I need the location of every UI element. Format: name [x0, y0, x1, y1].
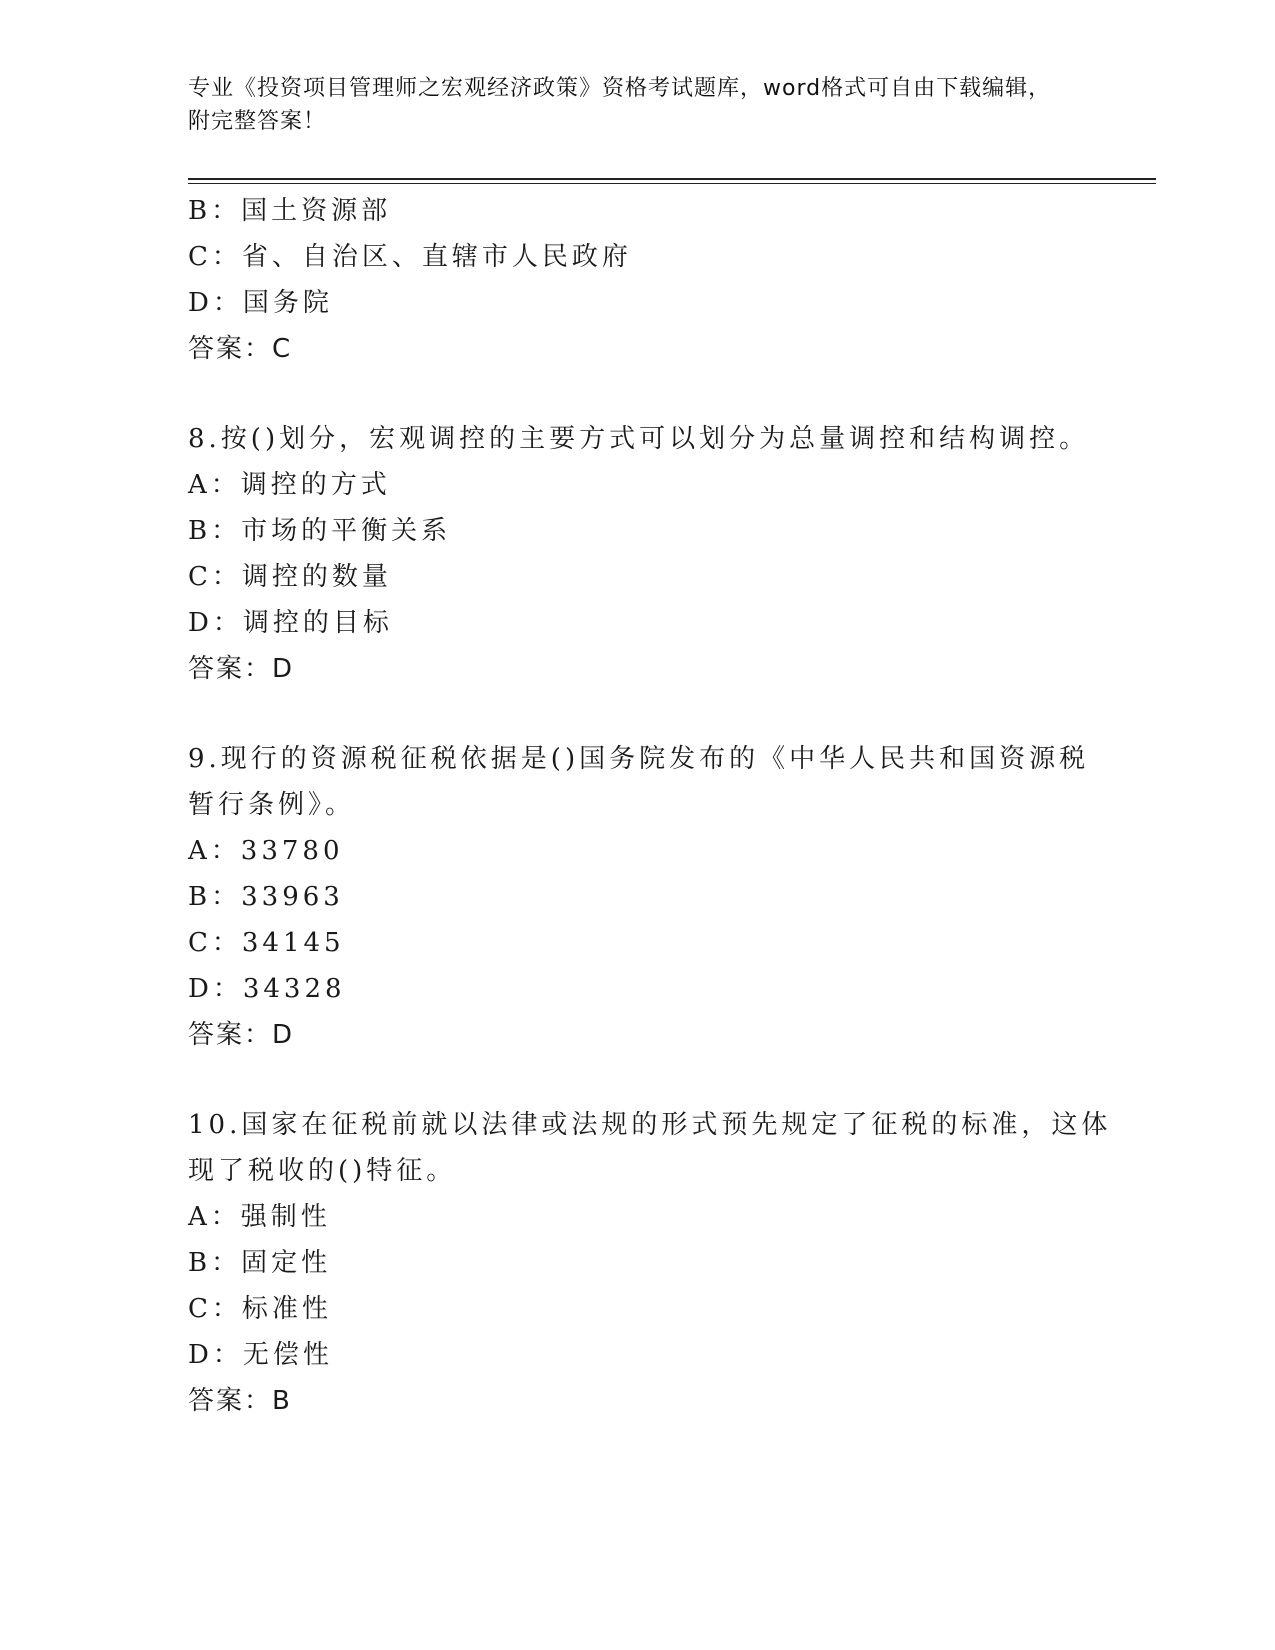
option-c: C：标准性 — [188, 1294, 332, 1324]
option-d: D：国务院 — [188, 288, 333, 318]
header-divider-thin — [188, 183, 1156, 184]
option-a: A：33780 — [188, 836, 344, 866]
spacer — [188, 692, 1088, 736]
header-divider-thick — [188, 178, 1156, 180]
option-d: D：34328 — [188, 974, 346, 1004]
answer-line: 答案：D — [188, 1020, 295, 1050]
answer-line: 答案：B — [188, 1386, 292, 1416]
option-b: B：国土资源部 — [188, 196, 392, 226]
spacer — [188, 372, 1088, 416]
question-text: 8.按()划分，宏观调控的主要方式可以划分为总量调控和结构调控。 — [188, 424, 1090, 454]
option-b: B：固定性 — [188, 1248, 332, 1278]
question-9 — [188, 736, 1088, 1058]
question-text-line-1: 10.国家在征税前就以法律或法规的形式预先规定了征税的标准，这体 — [188, 1110, 1112, 1140]
option-a: A：调控的方式 — [188, 470, 391, 500]
question-text-line-2: 暂行条例》。 — [188, 790, 356, 820]
answer-line: 答案：D — [188, 654, 295, 684]
question-text-line-1: 9.现行的资源税征税依据是()国务院发布的《中华人民共和国资源税 — [188, 744, 1090, 774]
question-8 — [188, 416, 1088, 692]
option-d: D：无偿性 — [188, 1340, 333, 1370]
document-header — [188, 72, 1068, 138]
option-a: A：强制性 — [188, 1202, 331, 1232]
option-c: C：省、自治区、直辖市人民政府 — [188, 242, 632, 272]
spacer — [188, 1058, 1088, 1102]
question-text-line-2: 现了税收的()特征。 — [188, 1156, 457, 1186]
option-d: D：调控的目标 — [188, 608, 393, 638]
question-10 — [188, 1102, 1112, 1424]
option-b: B：市场的平衡关系 — [188, 516, 452, 546]
option-b: B：33963 — [188, 882, 344, 912]
option-c: C：调控的数量 — [188, 562, 392, 592]
question-7-continued — [188, 188, 1088, 372]
question-list — [188, 188, 1112, 1424]
header-text: 专业《投资项目管理师之宏观经济政策》资格考试题库，word格式可自由下载编辑，附完整答案！ — [188, 76, 1052, 134]
option-c: C：34145 — [188, 928, 345, 958]
answer-line: 答案：C — [188, 334, 293, 364]
